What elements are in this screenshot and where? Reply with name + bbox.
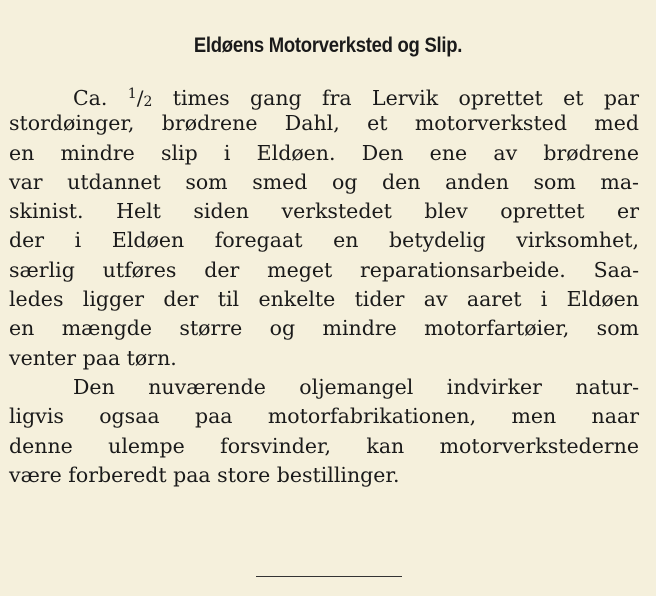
text-line: Den nuværende oljemangel indvirker natur- [73,374,639,399]
text-line: skinist. Helt siden verkstedet blev oprettet er [9,199,639,224]
text-line: en mængde større og mindre motorfartøier, som [9,316,639,341]
text-line: venter paa tørn. [9,345,177,370]
paragraph-2 [9,373,639,490]
text-line: en mindre slip i Eldøen. Den ene av brødrene [9,140,639,165]
text-segment: times gang fra Lervik oprettet et par [152,86,639,110]
text-line: ligvis ogsaa paa motorfabrikationen, men naar [9,404,639,429]
text-line: der i Eldøen foregaat en betydelig virksomhet, [9,228,639,253]
text-line: var utdannet som smed og den anden som ma- [9,169,639,194]
text-line: være forberedt paa store bestillinger. [9,462,400,487]
text-line: stordøinger, brødrene Dahl, et motorverksted med [9,111,639,136]
fraction-numerator: 1 [127,86,137,102]
text-segment: Ca. [73,86,128,110]
article-title: Eldøens Motorverksted og Slip. [193,34,463,57]
text-line [9,80,639,109]
fraction-denominator: 2 [143,94,153,110]
article-body [9,80,639,490]
paragraph-1 [9,80,639,373]
text-line: denne ulempe forsvinder, kan motorverkstederne [9,433,639,458]
section-divider [256,576,402,577]
text-line: ledes ligger der til enkelte tider av aaret i Eldøen [9,287,639,312]
text-line: særlig utføres der meget reparationsarbeide. Saa- [9,257,639,282]
fraction-slash: / [136,86,144,110]
